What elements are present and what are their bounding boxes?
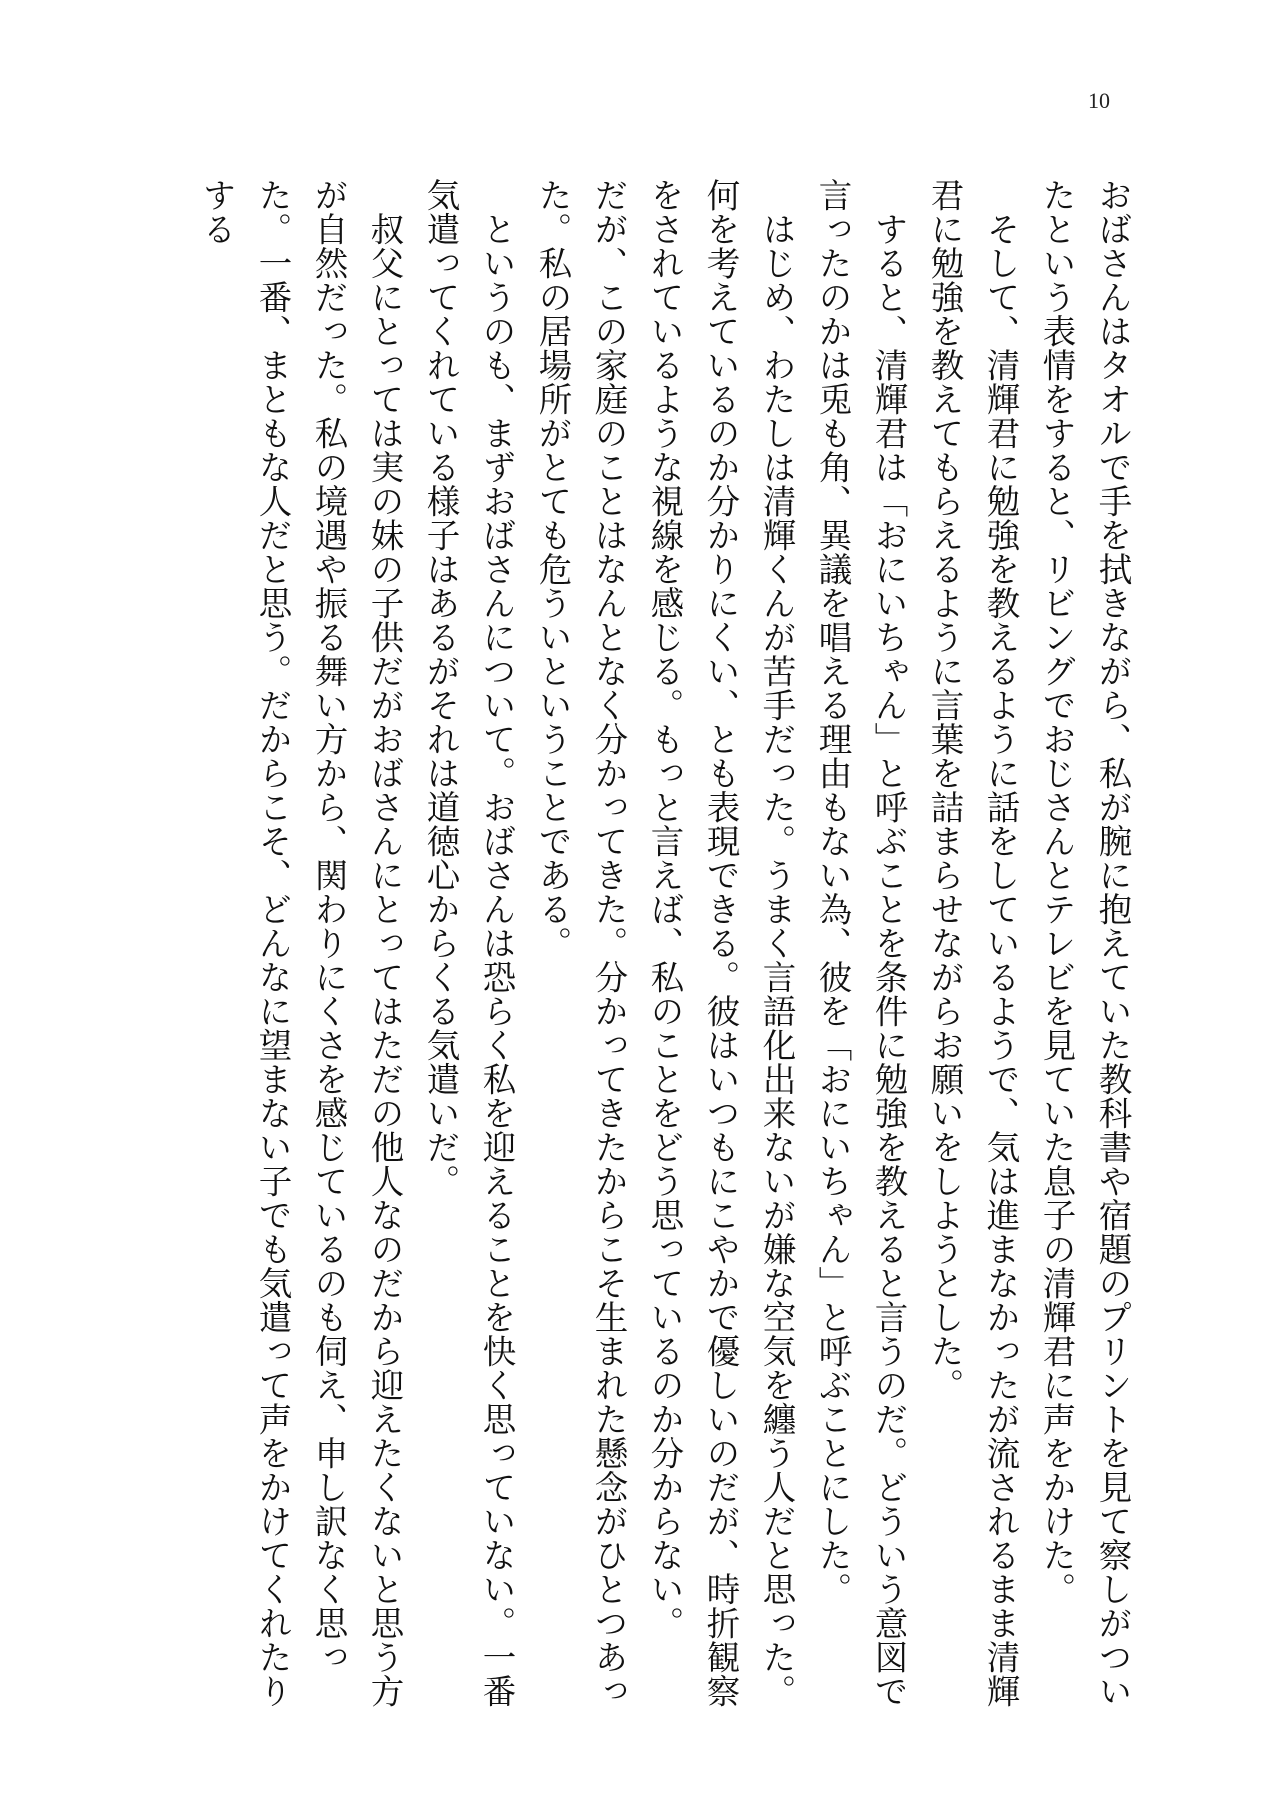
paragraph: そして、清輝君に勉強を教えるように話をしているようで、気は進まなかったが流されるまま清輝君に勉強を教えてもらえるように言葉を詰まらせながらお願いをしようとした。 (925, 178, 1020, 1708)
paragraph: だが、この家庭のことはなんとなく分かってきた。分かってきたからこそ生まれた懸念がひとつあった。私の居場所がとても危ういということである。 (533, 178, 628, 1708)
paragraph: というのも、まずおばさんについて。おばさんは恐らく私を迎えることを快く思っていない。一番気遣ってくれている様子はあるがそれは道徳心からくる気遣いだ。 (421, 178, 516, 1708)
paragraph: すると、清輝君は「おにいちゃん」と呼ぶことを条件に勉強を教えると言うのだ。どういう意図で言ったのかは兎も角、異議を唱える理由もない為、彼を「おにいちゃん」と呼ぶことにした。 (813, 178, 908, 1708)
paragraph: 叔父にとっては実の妹の子供だがおばさんにとってはただの他人なのだから迎えたくないと思う方が自然だった。私の境遇や振る舞い方から、関わりにくさを感じているのも伺え、申し訳なく思った。一番、まともな人だと思う。だからこそ、どんなに望まない子でも気遣って声をかけてくれたりする (197, 178, 404, 1708)
paragraph: おばさんはタオルで手を拭きながら、私が腕に抱えていた教科書や宿題のプリントを見て察しがついたという表情をすると、リビングでおじさんとテレビを見ていた息子の清輝君に声をかけた。 (1037, 178, 1132, 1708)
body-text (140, 178, 1140, 1738)
page-number: 10 (1088, 88, 1110, 113)
paragraph: はじめ、わたしは清輝くんが苦手だった。うまく言語化出来ないが嫌な空気を纏う人だと思った。何を考えているのか分かりにくい、とも表現できる。彼はいつもにこやかで優しいのだが、時折観察をされているような視線を感じる。もっと言えば、私のことをどう思っているのか分からない。 (645, 178, 796, 1708)
